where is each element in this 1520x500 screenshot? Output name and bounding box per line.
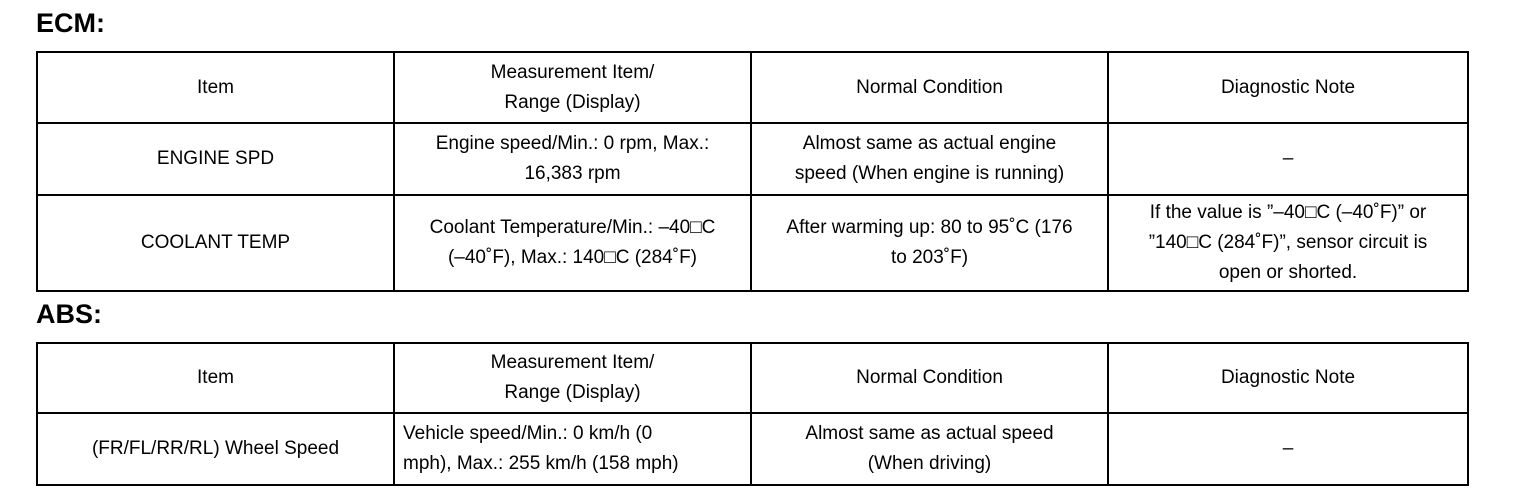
table-row — [37, 413, 1468, 485]
column-header-measurement: Measurement Item/ Range (Display) — [394, 343, 751, 413]
abs-section-title: ABS: — [36, 299, 102, 329]
item-cell: (FR/FL/RR/RL) Wheel Speed — [37, 413, 394, 485]
column-header-normal-condition: Normal Condition — [751, 343, 1108, 413]
column-header-item: Item — [37, 343, 394, 413]
table-header-row — [37, 52, 1468, 123]
item-cell: COOLANT TEMP — [37, 195, 394, 291]
table-row — [37, 123, 1468, 195]
column-header-diagnostic-note: Diagnostic Note — [1108, 343, 1468, 413]
normal-condition-cell: Almost same as actual speed (When driving) — [751, 413, 1108, 485]
column-header-normal-condition: Normal Condition — [751, 52, 1108, 123]
measurement-cell: Engine speed/Min.: 0 rpm, Max.: 16,383 rpm — [394, 123, 751, 195]
measurement-cell: Vehicle speed/Min.: 0 km/h (0 mph), Max.: 255 km/h (158 mph) — [394, 413, 751, 485]
column-header-diagnostic-note: Diagnostic Note — [1108, 52, 1468, 123]
measurement-cell: Coolant Temperature/Min.: –40□C (–40˚F), Max.: 140□C (284˚F) — [394, 195, 751, 291]
abs-table — [36, 342, 1469, 486]
normal-condition-cell: After warming up: 80 to 95˚C (176 to 203˚F) — [751, 195, 1108, 291]
diagnostic-note-cell: If the value is ”–40□C (–40˚F)” or ”140□C (284˚F)”, sensor circuit is open or shorted. — [1108, 195, 1468, 291]
normal-condition-cell: Almost same as actual engine speed (When engine is running) — [751, 123, 1108, 195]
ecm-section-title: ECM: — [36, 8, 105, 38]
column-header-measurement: Measurement Item/ Range (Display) — [394, 52, 751, 123]
table-header-row — [37, 343, 1468, 413]
diagnostic-note-cell: – — [1108, 413, 1468, 485]
column-header-item: Item — [37, 52, 394, 123]
item-cell: ENGINE SPD — [37, 123, 394, 195]
table-row — [37, 195, 1468, 291]
diagnostic-note-cell: – — [1108, 123, 1468, 195]
ecm-table — [36, 51, 1469, 292]
